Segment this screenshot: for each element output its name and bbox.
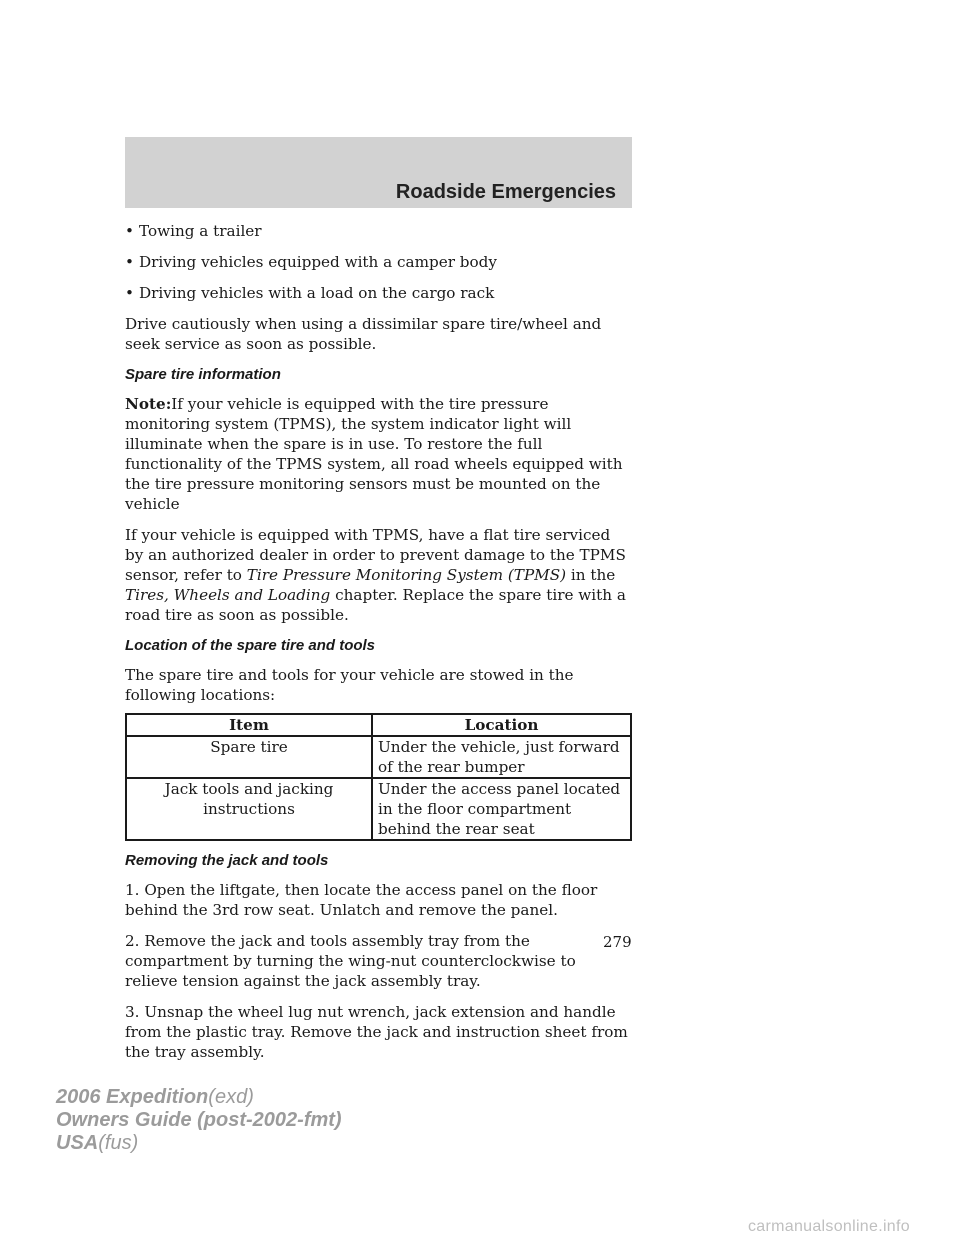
bullet-item: [125, 252, 633, 272]
table-cell-location: Under the access panel located in the floor compartment behind the rear seat: [372, 778, 631, 840]
section-title: Roadside Emergencies: [395, 181, 616, 203]
bullet-dot: •: [125, 222, 134, 240]
note-label: Note:: [125, 395, 172, 413]
table-row: [126, 778, 631, 840]
spare-info-heading: Spare tire information: [125, 366, 281, 383]
chapter-reference: Tires, Wheels and Loading: [125, 586, 331, 604]
footer-model-code: (exd): [208, 1086, 254, 1108]
bullet-item: [125, 283, 633, 303]
removing-heading: Removing the jack and tools: [125, 852, 329, 869]
table-cell-item: Jack tools and jacking instructions: [126, 778, 372, 840]
tpms-paragraph: [125, 525, 633, 625]
note-paragraph: [125, 394, 633, 514]
footer-market-code: (fus): [98, 1132, 139, 1154]
step-paragraph: 3. Unsnap the wheel lug nut wrench, jack extension and handle from the plastic tray. Remove the jack and instruction sheet from the tray assembly.: [125, 1003, 628, 1061]
tpms-text-mid: in the: [570, 566, 616, 584]
note-text: If your vehicle is equipped with the tire pressure monitoring system (TPMS), the system indicator light will illuminate when the spare is in use. To restore the full functionality of the TPMS system, all road wheels equipped with the tire pressure monitoring sensors must be mounted on the vehicle: [125, 395, 623, 513]
footer-line: [56, 1132, 342, 1155]
footer-line: [56, 1086, 342, 1109]
footer-guide: Owners Guide (post-2002-fmt): [56, 1109, 342, 1131]
bullet-text: Towing a trailer: [139, 222, 262, 240]
bullet-text: Driving vehicles with a load on the cargo rack: [139, 284, 495, 302]
document-footer: [56, 1086, 342, 1155]
column-header-location: Location: [372, 714, 631, 736]
page-number: 279: [603, 933, 632, 951]
bullet-dot: •: [125, 253, 134, 271]
table-cell-location: Under the vehicle, just forward of the rear bumper: [372, 736, 631, 778]
watermark-link[interactable]: carmanualsonline.info: [748, 1218, 910, 1235]
table-cell-item: Spare tire: [126, 736, 372, 778]
tpms-text-end: chapter. Replace the spare tire with a road tire as soon as possible.: [125, 586, 626, 624]
intro-paragraph: Drive cautiously when using a dissimilar spare tire/wheel and seek service as soon as possible.: [125, 315, 602, 353]
location-table: [125, 713, 632, 841]
location-intro: The spare tire and tools for your vehicle are stowed in the following locations:: [125, 666, 574, 704]
table-header-row: [126, 714, 631, 736]
step-paragraph: 1. Open the liftgate, then locate the access panel on the floor behind the 3rd row seat. Unlatch and remove the panel.: [125, 881, 598, 919]
tpms-reference-link: Tire Pressure Monitoring System (TPMS): [246, 566, 567, 584]
column-header-item: Item: [126, 714, 372, 736]
step-paragraph: 2. Remove the jack and tools assembly tray from the compartment by turning the wing-nut counterclockwise to relieve tension against the jack assembly tray.: [125, 932, 576, 990]
footer-line: [56, 1109, 342, 1132]
bullet-dot: •: [125, 284, 134, 302]
bullet-item: [125, 221, 633, 241]
bullet-text: Driving vehicles equipped with a camper body: [139, 253, 497, 271]
location-heading: Location of the spare tire and tools: [125, 637, 376, 654]
page-content: [125, 221, 633, 1073]
footer-market: USA: [56, 1132, 99, 1154]
tpms-text-start: If your vehicle is equipped with TPMS, have a flat tire serviced by an authorized dealer in order to prevent damage to the TPMS sensor, refer to: [125, 526, 626, 584]
section-header-band: [125, 137, 632, 208]
table-row: [126, 736, 631, 778]
footer-model: 2006 Expedition: [56, 1086, 209, 1108]
